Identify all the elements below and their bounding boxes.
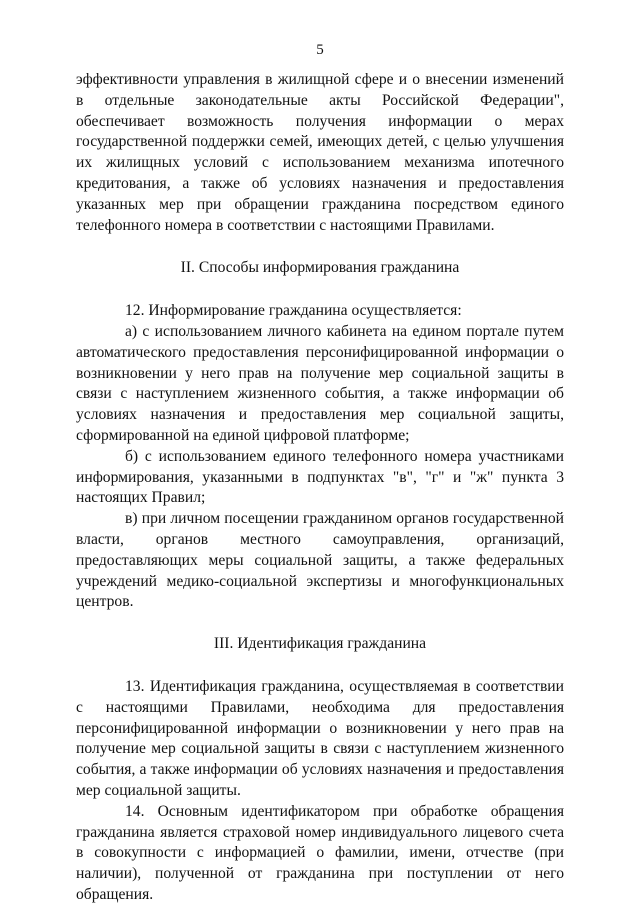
paragraph-14: 14. Основным идентификатором при обработке обращения гражданина является страховой номер индивидуального лицевого счета в совокупности с информацией о фамилии, имени, отчестве (при наличии), полученной от гражданина при поступлении от него обращения. <box>76 802 564 903</box>
paragraph-12a: а) с использованием личного кабинета на едином портале путем автоматического предоставления персонифицированной информации о возникновении у него прав на получение мер социальной защиты в связи с наступлением жизненного события, а также информации об условиях назначения и предоставления мер социальной защиты, сформированной на единой цифровой платформе; <box>76 322 564 444</box>
paragraph-12: 12. Информирование гражданина осуществляется: <box>125 302 462 320</box>
section-2-heading: II. Способы информирования гражданина <box>180 259 460 277</box>
section-3-heading: III. Идентификация гражданина <box>213 635 427 653</box>
paragraph-12c: в) при личном посещении гражданином органов государственной власти, органов местного самоуправления, организаций, предоставляющих меры социальной защиты, а также федеральных учреждений медико-социальной экспертизы и многофункциональных центров. <box>76 510 564 611</box>
paragraph-continuation: эффективности управления в жилищной сфере и о внесении изменений в отдельные законодательные акты Российской Федерации", обеспечивает возможность получения информации о мерах государственной поддержки семей, имеющих детей, с целью улучшения их жилищных условий с использованием механизма ипотечного кредитования, а также об условиях назначения и предоставления указанных мер при обращении гражданина посредством единого телефонного номера в соответствии с настоящими Правилами. <box>76 71 564 234</box>
page-number: 5 <box>316 42 324 58</box>
document-body <box>76 70 564 906</box>
paragraph-13: 13. Идентификация гражданина, осуществляемая в соответствии с настоящими Правилами, необходима для предоставления персонифицированной информации о возникновении у него прав на получение мер социальной защиты в связи с наступлением жизненного события, а также информации об условиях назначения и предоставления мер социальной защиты. <box>76 677 564 799</box>
paragraph-12b: б) с использованием единого телефонного номера участниками информирования, указанными в подпунктах "в", "г" и "ж" пункта 3 настоящих Правил; <box>76 447 564 507</box>
